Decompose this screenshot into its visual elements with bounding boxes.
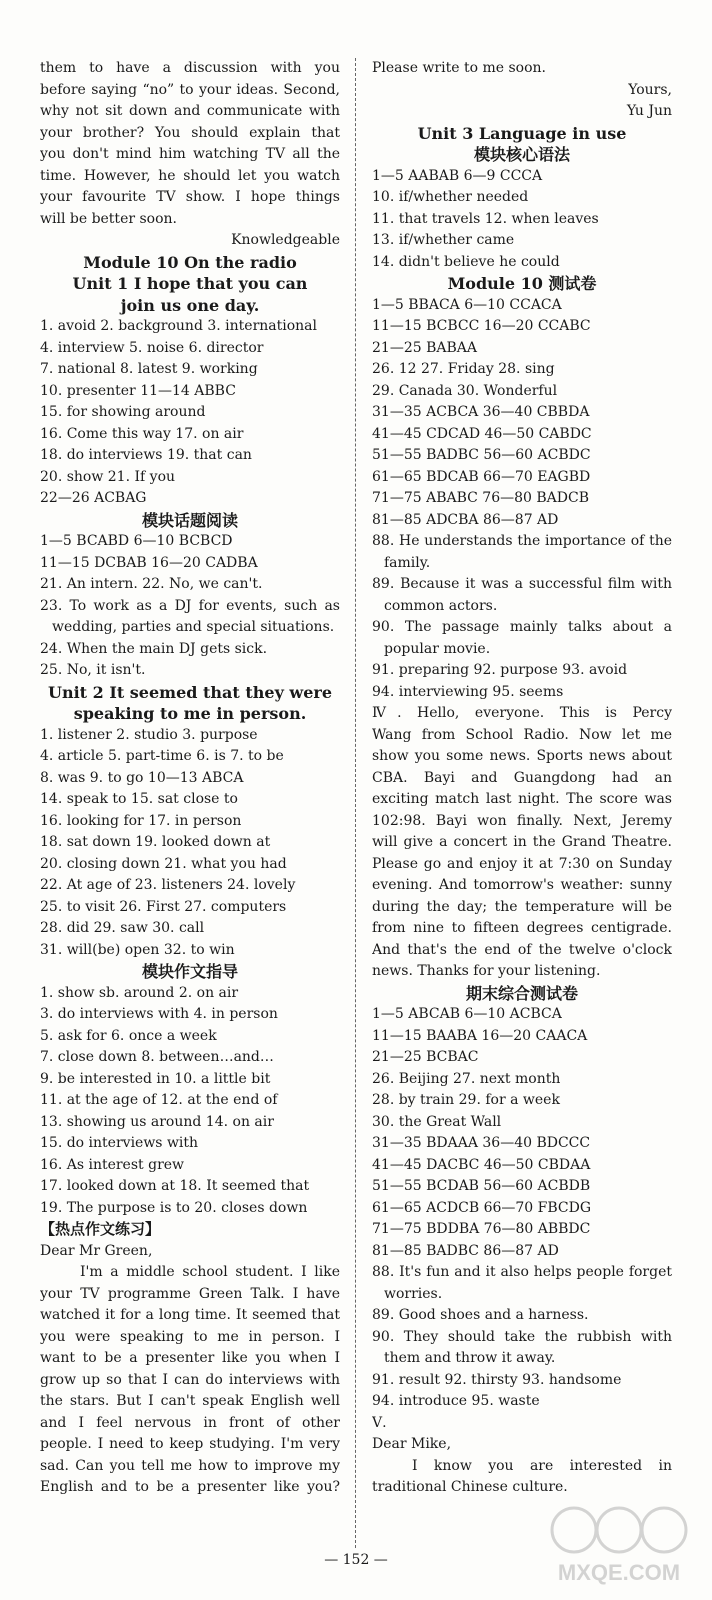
right-column-line: 91. result 92. thirsty 93. handsome (372, 1371, 622, 1388)
right-column-line: 51—55 BADBC 56—60 ACBDC (372, 447, 591, 463)
left-column-line: 1. show sb. around 2. on air (40, 984, 239, 1001)
right-column-line: 1—5 ABCAB 6—10 ACBCA (372, 1006, 562, 1022)
right-column-line: Dear Mike, (372, 1436, 452, 1452)
left-column-line: before saying “no” to your ideas. Second, (40, 81, 340, 98)
right-column-line: Ⅴ. (372, 1414, 387, 1431)
right-column (372, 58, 672, 1499)
right-column-line: from nine to fifteen degrees centigrade. (372, 920, 672, 936)
right-column-line: evening. And tomorrow's weather: sunny (372, 877, 672, 893)
left-column-line: want to be a presenter like you when I (40, 1350, 340, 1366)
right-column-line: 61—65 ACDCB 66—70 FBCDG (372, 1199, 592, 1216)
left-column-line: 21. An intern. 22. No, we can't. (40, 576, 263, 592)
left-column-line: 11—15 DCBAB 16—20 CADBA (40, 554, 258, 571)
left-column-line: I'm a middle school student. I like (80, 1264, 340, 1280)
left-column-line: you were speaking to me in person. I (40, 1328, 340, 1345)
left-column-line: 20. closing down 21. what you had (40, 855, 287, 872)
left-column-line: 7. national 8. latest 9. working (40, 361, 258, 377)
left-column-line: English and to be a presenter like you? (40, 1479, 340, 1495)
right-column-line: 90. They should take the rubbish with (372, 1328, 672, 1345)
left-column-line: grow up so that I can do interviews with (40, 1371, 340, 1388)
right-column-line: 71—75 ABABC 76—80 BADCB (372, 490, 589, 506)
right-column-line: 81—85 BADBC 86—87 AD (372, 1242, 559, 1259)
right-column-line: family. (384, 554, 431, 571)
right-column-line: 1—5 BBACA 6—10 CCACA (372, 296, 562, 313)
left-column-line: your brother? You should explain that (40, 124, 340, 141)
left-column-line: people. I need to keep studying. I'm very (40, 1436, 340, 1452)
left-column-line: 22—26 ACBAG (40, 490, 147, 506)
right-column-line: 41—45 CDCAD 46—50 CABDC (372, 425, 592, 442)
right-column-line: 61—65 BDCAB 66—70 EAGBD (372, 468, 591, 485)
left-column-line: 9. be interested in 10. a little bit (40, 1070, 271, 1087)
right-column-line: 29. Canada 30. Wonderful (372, 382, 558, 399)
watermark-logo-icon (544, 1500, 694, 1588)
left-column-line: 8. was 9. to go 10—13 ABCA (40, 769, 244, 786)
right-column-line: 14. didn't believe he could (372, 253, 560, 270)
left-column-line: 18. do interviews 19. that can (40, 447, 252, 463)
left-column-line: why not sit down and communicate with (40, 103, 340, 119)
left-column-line: time. However, he should let you watch (40, 167, 340, 184)
right-column-line: 31—35 ACBCA 36—40 CBBDA (372, 404, 590, 420)
right-column-line: 21—25 BCBAC (372, 1049, 479, 1065)
right-column-line: Please go and enjoy it at 7:30 on Sunday (372, 855, 672, 872)
right-column-line: 21—25 BABAA (372, 339, 477, 356)
right-column-line: And that's the end of the twelve o'clock (372, 941, 672, 958)
right-column-line: 94. interviewing 95. seems (372, 683, 564, 700)
left-column-line: 28. did 29. saw 30. call (40, 920, 205, 936)
left-column-line: Module 10 On the radio (83, 252, 297, 272)
right-column-line: popular movie. (384, 640, 491, 657)
left-column-line: 25. to visit 26. First 27. computers (40, 898, 287, 915)
right-column-line: Module 10 测试卷 (447, 274, 597, 293)
right-column-line: 13. if/whether came (372, 232, 515, 248)
left-column-line: 3. do interviews with 4. in person (40, 1006, 278, 1022)
left-column-line: 5. ask for 6. once a week (40, 1027, 217, 1044)
left-column-line: 24. When the main DJ gets sick. (40, 640, 268, 657)
right-column-line: Ⅳ. Hello, everyone. This is Percy (372, 705, 672, 721)
right-column-line: 71—75 BDDBA 76—80 ABBDC (372, 1221, 591, 1237)
left-column-line: 20. show 21. If you (40, 468, 176, 485)
right-column-line: 81—85 ADCBA 86—87 AD (372, 511, 559, 528)
left-column-line: and I feel nervous in front of other (40, 1414, 340, 1431)
right-column-line: Please write to me soon. (372, 60, 546, 76)
left-column-line: speaking to me in person. (73, 704, 307, 723)
left-column-line: 16. Come this way 17. on air (40, 425, 244, 442)
right-column-line: them and throw it away. (384, 1350, 556, 1366)
left-column-line: 16. As interest grew (40, 1156, 185, 1173)
left-column-line: Dear Mr Green, (40, 1242, 153, 1259)
left-column-line: 14. speak to 15. sat close to (40, 791, 238, 807)
left-column-line: 10. presenter 11—14 ABBC (40, 382, 236, 399)
right-column-line: news. Thanks for your listening. (372, 963, 601, 979)
left-column (40, 58, 340, 1499)
left-column-line: 1—5 BCABD 6—10 BCBCD (40, 533, 233, 549)
page-number: — 152 — (324, 1552, 388, 1568)
left-column-line: watched it for a long time. It seemed that (40, 1307, 340, 1323)
right-column-line: 10. if/whether needed (372, 189, 529, 205)
right-column-line: Yours, (628, 81, 672, 98)
right-column-line: common actors. (384, 597, 498, 614)
right-column-line: 51—55 BCDAB 56—60 ACBDB (372, 1178, 591, 1194)
left-column-line: you don't mind him watching TV all the (40, 146, 340, 162)
right-column-line: 91. preparing 92. purpose 93. avoid (372, 662, 628, 678)
left-column-line: Knowledgeable (231, 232, 340, 248)
right-column-line: 期末综合测试卷 (465, 983, 578, 1003)
left-column-line: wedding, parties and special situations. (52, 619, 335, 635)
right-column-line: 90. The passage mainly talks about a (372, 619, 672, 635)
left-column-line: will be better soon. (40, 210, 177, 227)
right-column-line: 94. introduce 95. waste (372, 1393, 540, 1409)
left-column-line: 11. at the age of 12. at the end of (40, 1092, 278, 1108)
right-column-line: 26. 12 27. Friday 28. sing (372, 361, 555, 377)
right-column-line: 88. It's fun and it also helps people forget (372, 1264, 672, 1280)
right-column-line: 89. Good shoes and a harness. (372, 1307, 589, 1323)
right-column-line: 11. that travels 12. when leaves (372, 210, 599, 227)
left-column-line: 【热点作文练习】 (40, 1220, 161, 1238)
right-column-line: 88. He understands the importance of the (372, 533, 672, 549)
left-column-line: 1. listener 2. studio 3. purpose (40, 726, 258, 743)
right-column-line: I know you are interested in (412, 1457, 672, 1474)
right-column-line: 1—5 AABAB 6—9 CCCA (372, 167, 543, 184)
right-column-line: 31—35 BDAAA 36—40 BDCCC (372, 1135, 591, 1151)
right-column-line: 102:98. Bayi won finally. Next, Jeremy (372, 812, 672, 829)
right-column-line: 模块核心语法 (473, 145, 570, 164)
right-column-line: Unit 3 Language in use (417, 123, 627, 143)
right-column-line: 26. Beijing 27. next month (372, 1070, 561, 1087)
right-column-line: will give a concert in the Grand Theatre. (372, 834, 672, 850)
right-column-line: traditional Chinese culture. (372, 1479, 568, 1495)
left-column-line: 1. avoid 2. background 3. international (40, 318, 317, 334)
right-column-line: 11—15 BCBCC 16—20 CCABC (372, 318, 591, 334)
left-column-line: 7. close down 8. between…and… (40, 1049, 274, 1065)
watermark-text: MXQE.COM (557, 1560, 681, 1585)
right-column-line: during the day; the temperature will be (372, 898, 672, 915)
right-column-line: 30. the Great Wall (372, 1113, 502, 1130)
left-column-line: 4. article 5. part-time 6. is 7. to be (40, 748, 284, 764)
left-column-line: 13. showing us around 14. on air (40, 1113, 274, 1130)
left-column-line: 18. sat down 19. looked down at (40, 834, 271, 850)
right-column-line: 11—15 BAABA 16—20 CAACA (372, 1027, 588, 1044)
left-column-line: Unit 2 It seemed that they were (48, 682, 332, 702)
left-column-line: 19. The purpose is to 20. closes down (40, 1199, 308, 1216)
left-column-line: sad. Can you tell me how to improve my (40, 1457, 340, 1474)
left-column-line: Unit 1 I hope that you can (72, 274, 308, 293)
left-column-line: 31. will(be) open 32. to win (40, 941, 235, 958)
right-column-line: 89. Because it was a successful film with (372, 576, 672, 592)
left-column-line: join us one day. (120, 295, 260, 315)
right-column-line: Yu Jun (626, 103, 672, 119)
right-column-line: 41—45 DACBC 46—50 CBDAA (372, 1156, 591, 1173)
right-column-line: exciting match last night. The score was (372, 791, 672, 807)
right-column-line: 28. by train 29. for a week (372, 1092, 560, 1108)
right-column-line: show you some news. Sports news about (372, 748, 672, 764)
left-column-line: 16. looking for 17. in person (40, 812, 242, 829)
left-column-line: 23. To work as a DJ for events, such as (40, 597, 340, 614)
left-column-line: 17. looked down at 18. It seemed that (40, 1178, 310, 1194)
left-column-line: 模块作文指导 (141, 962, 238, 981)
left-column-line: 15. for showing around (40, 404, 206, 420)
left-column-line: 22. At age of 23. listeners 24. lovely (40, 877, 296, 893)
right-column-line: Wang from School Radio. Now let me (372, 726, 672, 743)
right-column-line: worries. (384, 1285, 443, 1302)
left-column-line: 25. No, it isn't. (40, 662, 146, 678)
left-column-line: them to have a discussion with you (40, 60, 340, 76)
left-column-line: the stars. But I can't speak English well (40, 1393, 340, 1409)
left-column-line: your TV programme Green Talk. I have (40, 1285, 340, 1302)
left-column-line: your favourite TV show. I hope things (40, 189, 340, 205)
left-column-line: 模块话题阅读 (141, 510, 238, 530)
left-column-line: 15. do interviews with (40, 1135, 199, 1151)
right-column-line: CBA. Bayi and Guangdong had an (372, 769, 672, 786)
left-column-line: 4. interview 5. noise 6. director (40, 339, 264, 356)
column-divider (355, 58, 356, 1548)
